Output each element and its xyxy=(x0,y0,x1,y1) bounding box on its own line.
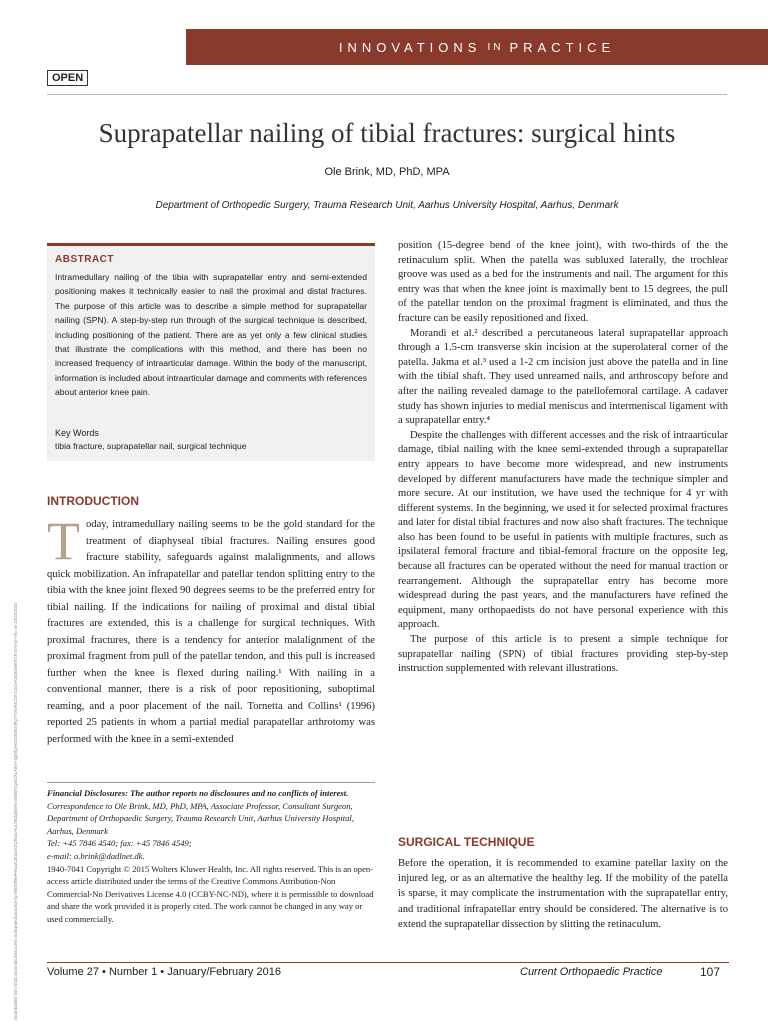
issue-info: Volume 27 • Number 1 • January/February 2016 xyxy=(47,966,281,978)
banner-text-practice: PRACTICE xyxy=(509,39,616,55)
copyright-notice: 1940-7041 Copyright © 2015 Wolters Kluwer Health, Inc. All rights reserved. This is an open-access article distributed under the terms of the Creative Commons Attribution-Non Commercial-No Derivatives License 4.0 (CCBY-NC-ND), where it is permissible to download and share the work provided it is properly cited. The work cannot be changed in any way or used commercially. xyxy=(47,863,374,924)
introduction-heading: INTRODUCTION xyxy=(47,494,139,508)
financial-disclosure: Financial Disclosures: The author reports no disclosures and no conflicts of interest. xyxy=(47,788,349,798)
keywords-heading: Key Words xyxy=(55,428,99,438)
banner-text-in: IN xyxy=(487,41,504,53)
drop-cap: T xyxy=(47,511,80,571)
paragraph: The purpose of this article is to present a simple technique for suprapatellar nailing (SPN) of tibial fractures providing step-by-step instruction supplemented with relevant illustrations. xyxy=(398,634,728,675)
correspondence: Correspondence to Ole Brink, MD, PhD, MPA, Associate Professor, Consultant Surgeon, Department of Orthopaedic Surgery, Trauma Research Unit, Aarhus University Hospital, Aarhus, Denmark xyxy=(47,800,354,836)
affiliation-line: Department of Orthopedic Surgery, Trauma Research Unit, Aarhus University Hospital, Aarhus, Denmark xyxy=(155,200,619,211)
footnote-block xyxy=(47,787,375,926)
abstract-body: Intramedullary nailing of the tibia with suprapatellar entry and semi-extended positioning makes it technically easier to nail the proximal and distal fractures. The purpose of this article was to describe a simple method for suprapatellar nailing (SPN). A step-by-step run through of the surgical technique is described, including positioning of the patient. There are as yet only a few clinical studies that illustrate the complications with this method, and there has been no increased frequency of intraarticular damage. Within the body of the manuscript, information is included about intraarticular damage and comments with references about anterior knee pain. xyxy=(55,272,367,398)
journal-name: Current Orthopaedic Practice xyxy=(520,966,663,978)
header-divider xyxy=(47,94,727,95)
footer-divider xyxy=(47,962,729,963)
abstract-heading: ABSTRACT xyxy=(55,254,114,265)
introduction-body xyxy=(47,511,375,748)
footnote-divider xyxy=(47,782,375,783)
paragraph: Morandi et al.² described a percutaneous lateral suprapatellar approach through a 1.5-cm transverse skin incision at the superolateral corner of the patella. Jakma et al.³ used a 1-2 cm incision just above the patella and in line with the tibial shaft. They used unreamed nails, and arthroscopy before and after the nailing revealed damage to the patellofemoral cartilage. A cadaver study has shown injuries to medial meniscus and intermeniscal ligament with a suprapatellar entry.⁴ xyxy=(398,327,728,427)
section-banner xyxy=(186,29,768,65)
banner-text-innovations: INNOVATIONS xyxy=(338,39,482,55)
keywords-list: tibia fracture, suprapatellar nail, surgical technique xyxy=(55,441,247,451)
surgical-technique-body: Before the operation, it is recommended to examine patellar laxity on the injured leg, or as an alternative the healthy leg. If the mobility of the patella is sparse, it may complicate the instrumentation with the suprapatellar entry, and traditional infrapatellar entry should be considered. The alternative is to extend the suprapatellar dissection by slitting the retinaculum. xyxy=(398,858,728,930)
paragraph: Despite the challenges with different accesses and the risk of intraarticular damage, tibial nailing with the knee semi-extended through a suprapatellar entry appears to have become more widespread, and new instruments developed by different manufacturers have made the technique simpler and more secure. At our institution, we have used the technique for 4 yr with different systems. In the beginning, we used it for selected proximal fractures and later for distal tibial fractures and now also shaft fractures. The technique also has been found to be useful in patients with multiple fractures, such as ipsilateral femoral fracture and tibial-femoral fracture on the opposite leg, because all fractures can be operated without the need for manual traction or rearrangement. Although the suprapatellar entry has become more widespread during the past years, and the manufacturers have refined the equipment, many orthopaedists do not have personal experience with this approach. xyxy=(398,429,728,631)
email-address: e-mail: o.brink@dadlnet.dk. xyxy=(47,850,145,861)
page-number: 107 xyxy=(700,965,721,979)
open-access-badge: OPEN xyxy=(47,70,88,86)
download-watermark: Downloaded from https://journals.lww.com/c-orthopaedicpractice by BhDMf5ePHKav1zEoum1tQfN4a+kJLhEZgbsIHo4XMi0hCywCX1AWnYQp/IlQrHD3i3D0OdRyi7TvSFl4Cf3VC4/OAVpDDa8KKGKV0Ymy+78= on 10/20/2020 xyxy=(13,602,18,1020)
surgical-technique-heading: SURGICAL TECHNIQUE xyxy=(398,835,535,849)
abstract-box xyxy=(47,243,375,461)
introduction-text: oday, intramedullary nailing seems to be the gold standard for the treatment of diaphyseal tibial fractures. Nailing ensures good fracture stability, safeguards against malalignments, and allows quick mobilization. An infrapatellar and patellar tendon splitting entry to the tibia with the knee joint flexed 90 degrees seems to be the preferred entry for tibial nailing. If the indications for nailing of proximal and distal tibial fractures are extended, this is a challenge for surgical techniques. With proximal fractures, there is a tendency for anterior malalignment of the proximal fragment from pull of the patellar tendon, and this pull is increased further when the knee is flexed during nailing.¹ With nailing in a conventional manner, there is a risk of poor repositioning, suboptimal reaming, and a poor placement of the nail. Tornetta and Collins¹ (1996) reported 25 patients in whom a partial medial parapatellar arthrotomy was performed with the knee in a semi-extended xyxy=(47,519,375,745)
paragraph: position (15-degree bend of the knee joint), with two-thirds of the the retinaculum split. When the patella was subluxed laterally, the trochlear groove was used as a bed for the instruments and nail. The argument for this entry was that when the knee joint is maximally bent to 15 degrees, the pull of the patellar tendon on the proximal fragment is eliminated, and thus the fracture can be easily repositioned and fixed. xyxy=(398,240,728,324)
author-line: Ole Brink, MD, PhD, MPA xyxy=(324,166,450,178)
right-column xyxy=(398,239,728,677)
article-title: Suprapatellar nailing of tibial fractures: surgical hints xyxy=(98,118,676,148)
telephone-fax: Tel: +45 7846 4540; fax: +45 7846 4549; xyxy=(47,838,192,849)
